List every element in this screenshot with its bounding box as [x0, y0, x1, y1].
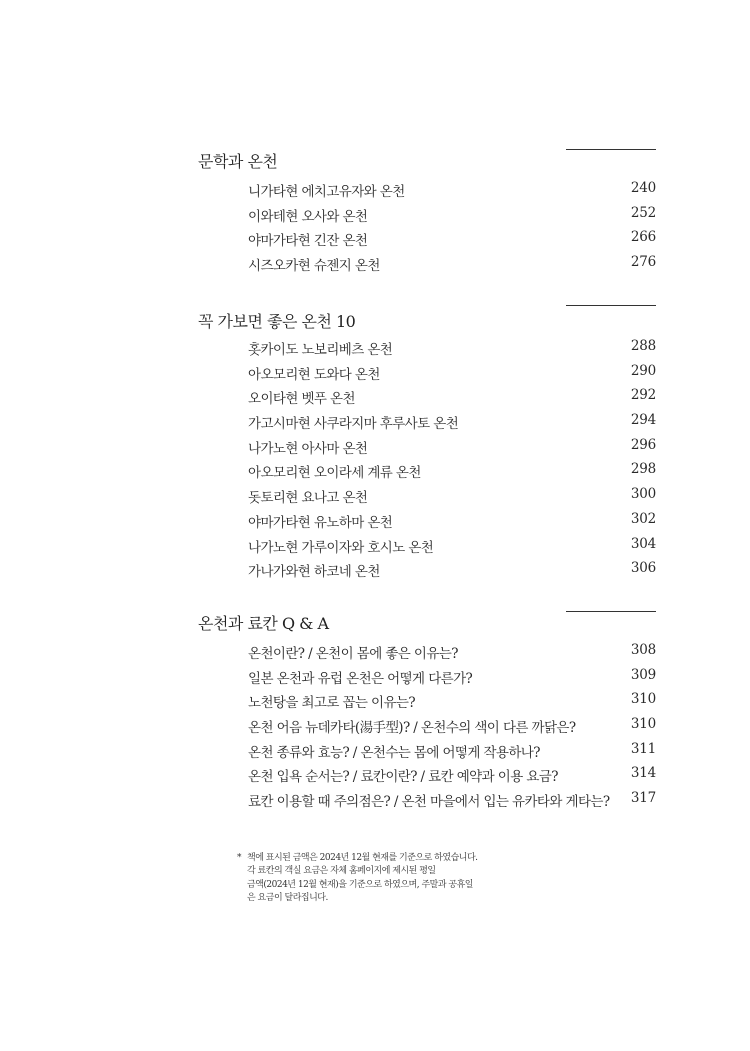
section-rule	[566, 305, 656, 306]
entry-title: 가나가와현 하코네 온천	[248, 564, 380, 581]
toc-entry[interactable]	[248, 691, 656, 716]
entry-title: 돗토리현 요나고 온천	[248, 490, 368, 507]
section-heading: 꼭 가보면 좋은 온천 10	[198, 312, 356, 331]
entry-title: 아오모리현 도와다 온천	[248, 366, 380, 383]
toc-entry[interactable]	[248, 511, 656, 536]
toc-entry[interactable]	[248, 254, 656, 279]
toc-entry[interactable]	[248, 461, 656, 486]
entry-page: 290	[630, 362, 656, 379]
toc-entry[interactable]	[248, 536, 656, 561]
entry-page: 276	[630, 254, 656, 271]
entry-title: 이와테현 오사와 온천	[248, 208, 368, 225]
toc-entry[interactable]	[248, 437, 656, 462]
footnote-marker: *	[237, 853, 241, 863]
toc-entry-list	[248, 642, 656, 815]
entry-title: 료칸 이용할 때 주의점은? / 온천 마을에서 입는 유카타와 게타는?	[248, 794, 610, 811]
section-rule	[566, 611, 656, 612]
entry-title: 온천 입욕 순서는? / 료칸이란? / 료칸 예약과 이용 요금?	[248, 769, 558, 786]
toc-entry[interactable]	[248, 716, 656, 741]
toc-entry[interactable]	[248, 205, 656, 230]
toc-entry[interactable]	[248, 338, 656, 363]
toc-entry[interactable]	[248, 642, 656, 667]
section-heading: 온천과 료칸 Q & A	[198, 614, 329, 633]
section-heading: 문학과 온천	[198, 152, 278, 171]
toc-section-qa	[198, 611, 656, 821]
entry-page: 309	[630, 666, 656, 683]
toc-entry[interactable]	[248, 790, 656, 815]
entry-page: 288	[630, 338, 656, 354]
entry-page: 296	[630, 436, 656, 453]
entry-page: 302	[630, 510, 656, 527]
footnote-line: 각 료칸의 객실 요금은 자체 홈페이지에 제시된 평일	[247, 866, 436, 877]
toc-entry[interactable]	[248, 560, 656, 585]
entry-page: 266	[630, 229, 656, 246]
toc-entry[interactable]	[248, 363, 656, 388]
toc-entry[interactable]	[248, 412, 656, 437]
toc-section-literature	[198, 149, 656, 279]
entry-title: 야마가타현 유노하마 온천	[248, 514, 393, 531]
toc-entry-list	[248, 180, 656, 279]
entry-page: 308	[630, 642, 656, 658]
entry-page: 292	[630, 387, 656, 404]
entry-title: 나가노현 가루이자와 호시노 온천	[248, 539, 434, 556]
footnote-line: 책에 표시된 금액은 2024년 12월 현재를 기준으로 하였습니다.	[247, 853, 478, 863]
footnote-line: 은 요금이 달라집니다.	[247, 892, 328, 903]
entry-title: 노천탕을 최고로 꼽는 이유는?	[248, 695, 416, 712]
entry-page: 298	[630, 461, 656, 478]
entry-page: 304	[630, 535, 656, 552]
toc-entry[interactable]	[248, 486, 656, 511]
entry-title: 니가타현 에치고유자와 온천	[248, 184, 405, 200]
footnote	[237, 852, 517, 905]
toc-entry-list	[248, 338, 656, 585]
footnote-text	[247, 852, 517, 905]
entry-title: 아오모리현 오이라세 계류 온천	[248, 465, 421, 482]
entry-title: 시즈오카현 슈젠지 온천	[248, 258, 380, 275]
entry-page: 300	[630, 486, 656, 503]
footnote-line: 금액(2024년 12월 현재)을 기준으로 하였으며, 주말과 공휴일	[247, 879, 473, 890]
entry-title: 온천 종류와 효능? / 온천수는 몸에 어떻게 작용하나?	[248, 744, 540, 761]
entry-title: 일본 온천과 유럽 온천은 어떻게 다른가?	[248, 670, 473, 687]
toc-entry[interactable]	[248, 667, 656, 692]
entry-title: 나가노현 아사마 온천	[248, 440, 368, 457]
toc-entry[interactable]	[248, 229, 656, 254]
entry-title: 가고시마현 사쿠라지마 후루사토 온천	[248, 416, 459, 433]
entry-page: 240	[630, 180, 656, 196]
section-rule	[566, 149, 656, 150]
entry-title: 온천 어음 뉴데카타(湯手型)? / 온천수의 색이 다른 까닭은?	[248, 720, 576, 737]
entry-page: 306	[630, 560, 656, 577]
entry-title: 오이타현 벳푸 온천	[248, 391, 355, 408]
toc-entry[interactable]	[248, 387, 656, 412]
entry-title: 야마가타현 긴잔 온천	[248, 233, 368, 250]
entry-page: 310	[630, 691, 656, 708]
entry-page: 317	[630, 790, 656, 807]
entry-page: 310	[630, 716, 656, 733]
entry-page: 294	[630, 412, 656, 429]
entry-page: 311	[630, 740, 656, 757]
toc-entry[interactable]	[248, 180, 656, 205]
entry-page: 252	[630, 204, 656, 221]
entry-title: 홋카이도 노보리베츠 온천	[248, 342, 393, 358]
toc-entry[interactable]	[248, 765, 656, 790]
entry-page: 314	[630, 765, 656, 782]
toc-entry[interactable]	[248, 741, 656, 766]
toc-section-top10	[198, 305, 656, 585]
entry-title: 온천이란? / 온천이 몸에 좋은 이유는?	[248, 646, 458, 662]
